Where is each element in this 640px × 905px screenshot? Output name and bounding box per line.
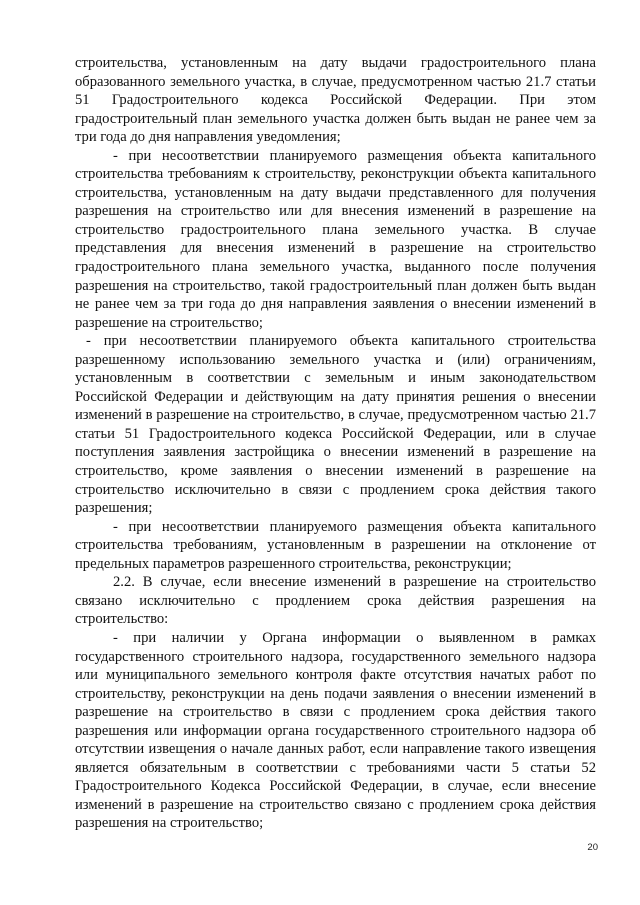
paragraph-bullet-no-works-started: - при наличии у Органа информации о выявленном в рамках государственного строительного надзора, государственного земельного надзора или муниципального земельного контроля факте отсутствия начатых работ по строительству, реконструкции на день подачи заявления о внесении изменений в разрешение на строительство в связи с продлением срока действия такого разрешения или информации органа государственного строительного надзора об отсутствии извещения о начале данных работ, если направление такого извещения является обязательным в соответствии с требованиями части 5 статьи 52 Градостроительного Кодекса Российской Федерации, в случае, если внесение изменений в разрешение на строительство связано с продлением срока действия разрешения на строительство; — [75, 629, 596, 832]
paragraph-section-2-2: 2.2. В случае, если внесение изменений в разрешение на строительство связано исключительно с продлением срока действия разрешения на строительство: — [75, 574, 596, 628]
paragraph-continuation: строительства, установленным на дату выдачи градостроительного плана образованного земельного участка, в случае, предусмотренном частью 21.7 статьи 51 Градостроительного кодекса Российской Федерации. При этом градостроительный план земельного участка должен быть выдан не ранее чем за три года до дня направления уведомления; — [75, 55, 596, 146]
paragraph-bullet-land-use-mismatch: - при несоответствии планируемого объекта капитального строительства разрешенному использованию земельного участка и (или) ограничениям, установленным в соответствии с земельным и иным законодательством Российской Федерации и действующим на дату принятия решения о внесении изменений в разрешение на строительство, в случае, предусмотренном частью 21.7 статьи 51 Градостроительного кодекса Российской Федерации, или в случае поступления заявления застройщика о внесении изменений в разрешение на строительство, кроме заявления о внесении изменений в разрешение на строительство исключительно в связи с продлением срока действия такого разрешения; — [75, 333, 596, 517]
paragraph-bullet-deviation-mismatch: - при несоответствии планируемого размещения объекта капитального строительства требованиям, установленным в разрешении на отклонение от предельных параметров разрешенного строительства, реконструкции; — [75, 518, 596, 572]
paragraph-bullet-gpzu-mismatch: - при несоответствии планируемого размещения объекта капитального строительства требованиям к строительству, реконструкции объекта капитального строительства, установленным на дату выдачи представленного для получения разрешения на строительство или для внесения изменений в разрешение на строительство градостроительного плана земельного участка. В случае представления для внесения изменений в разрешение на строительство градостроительного плана земельного участка, выданного после получения разрешения на строительство, такой градостроительный план должен быть выдан не ранее чем за три года до дня направления заявления о внесении изменений в разрешение на строительство; — [75, 147, 596, 331]
page-number: 20 — [587, 842, 598, 853]
